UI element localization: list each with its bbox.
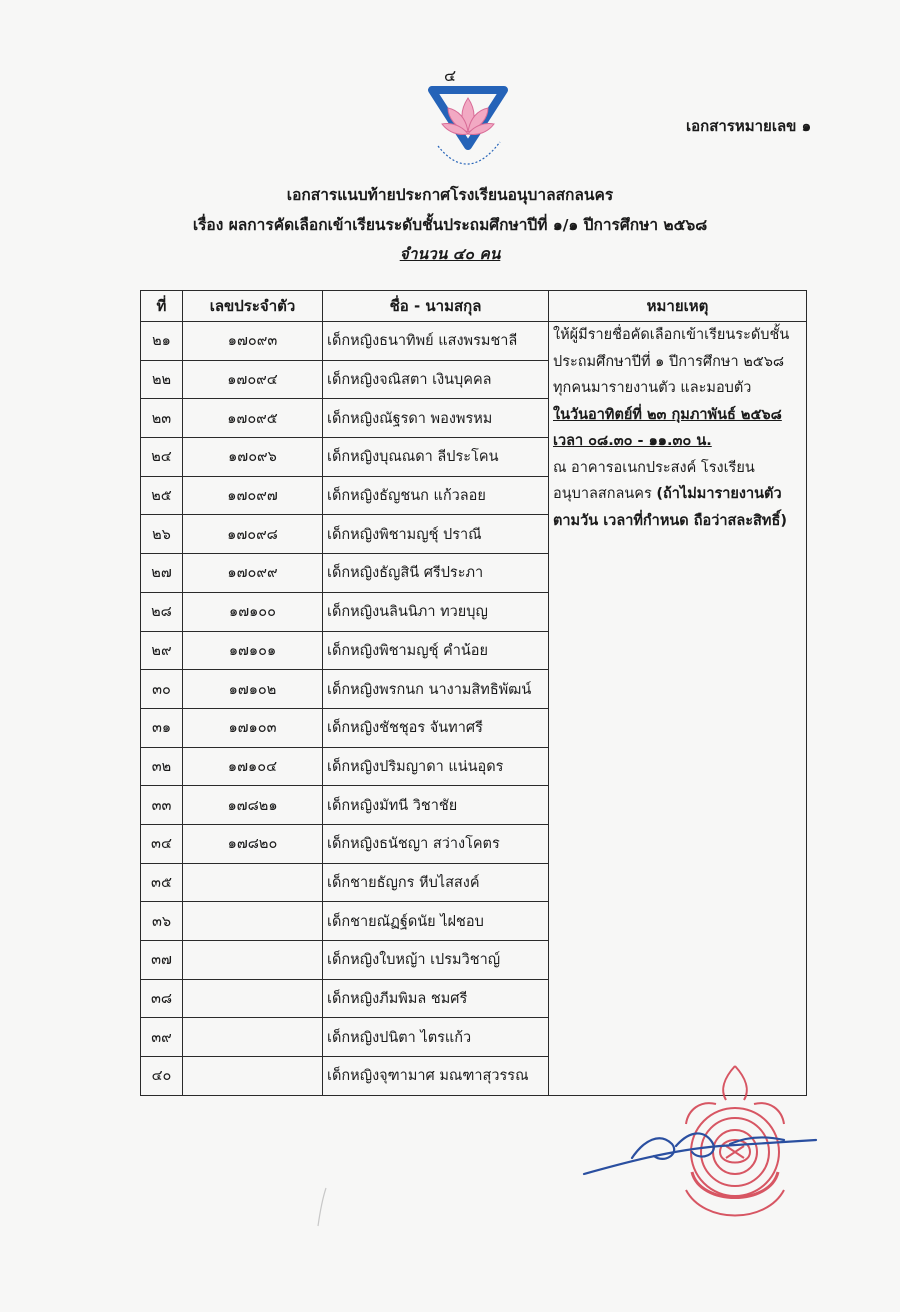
remark-warning: (ถ้าไม่มารายงานตัว: [656, 486, 782, 502]
row-number: ๓๐: [141, 670, 183, 709]
row-number: ๔๐: [141, 1057, 183, 1096]
row-number: ๓๑: [141, 708, 183, 747]
remark-line: ณ อาคารอเนกประสงค์ โรงเรียน: [553, 459, 755, 476]
student-id: [183, 941, 323, 980]
row-number: ๓๕: [141, 863, 183, 902]
student-name: เด็กหญิงมัทนี วิชาชัย: [323, 786, 549, 825]
student-id: ๑๗๑๐๓: [183, 708, 323, 747]
student-id: ๑๗๑๐๑: [183, 631, 323, 670]
student-name: เด็กชายธัญกร หีบไสสงค์: [323, 863, 549, 902]
remark-time: เวลา ๐๘.๓๐ - ๑๑.๓๐ น.: [553, 433, 712, 449]
student-id: [183, 979, 323, 1018]
student-id: ๑๗๐๙๙: [183, 554, 323, 593]
student-id: ๑๗๘๒๐: [183, 824, 323, 863]
remark-line: ทุกคนมารายงานตัว และมอบตัว: [553, 380, 752, 396]
remark-line: [553, 481, 802, 508]
student-id: ๑๗๐๙๗: [183, 476, 323, 515]
student-name: เด็กหญิงพิชามญชุ์ ปราณี: [323, 515, 549, 554]
student-name: เด็กหญิงณัฐรดา พองพรหม: [323, 399, 549, 438]
row-number: ๓๒: [141, 747, 183, 786]
document-number: เอกสารหมายเลข ๑: [686, 117, 812, 135]
column-header-remark: หมายเหตุ: [549, 291, 807, 322]
row-number: ๒๓: [141, 399, 183, 438]
student-name: เด็กหญิงบุณณดา ลีประโคน: [323, 438, 549, 477]
row-number: ๒๘: [141, 592, 183, 631]
student-name: เด็กหญิงชัชชุอร จันทาศรี: [323, 708, 549, 747]
student-name: เด็กหญิงธัญสินี ศรีประภา: [323, 554, 549, 593]
row-number: ๓๓: [141, 786, 183, 825]
column-header-id: เลขประจำตัว: [183, 291, 323, 322]
row-number: ๓๘: [141, 979, 183, 1018]
row-number: ๒๕: [141, 476, 183, 515]
student-name: เด็กหญิงจณิสตา เงินบุคคล: [323, 360, 549, 399]
school-lotus-logo-icon: [420, 84, 516, 180]
student-name: เด็กหญิงนลินนิภา ทวยบุญ: [323, 592, 549, 631]
remark-warning-cont: ตามวัน เวลาที่กำหนด ถือว่าสละสิทธิ์): [553, 512, 787, 529]
row-number: ๒๔: [141, 438, 183, 477]
row-number: ๒๙: [141, 631, 183, 670]
student-name: เด็กหญิงพิชามญชุ์ คำน้อย: [323, 631, 549, 670]
student-id: ๑๗๐๙๕: [183, 399, 323, 438]
student-id: ๑๗๐๙๖: [183, 438, 323, 477]
row-number: ๓๗: [141, 941, 183, 980]
student-name: เด็กหญิงใบหญ้า เปรมวิชาญ์: [323, 941, 549, 980]
header-count: จำนวน ๔๐ คน: [399, 245, 501, 263]
row-number: ๓๔: [141, 824, 183, 863]
remark-line: ให้ผู้มีรายชื่อคัดเลือกเข้าเรียนระดับชั้น: [553, 327, 790, 343]
remark-school: อนุบาลสกลนคร: [553, 486, 657, 502]
student-id: ๑๗๐๙๔: [183, 360, 323, 399]
table-row: [141, 322, 807, 361]
student-name: เด็กหญิงธนัชญา สว่างโคตร: [323, 824, 549, 863]
student-name: เด็กหญิงปนิตา ไตรแก้ว: [323, 1018, 549, 1057]
student-id: [183, 1057, 323, 1096]
student-id: ๑๗๑๐๐: [183, 592, 323, 631]
header-subject: เรื่อง ผลการคัดเลือกเข้าเรียนระดับชั้นประถมศึกษาปีที่ ๑/๑ ปีการศึกษา ๒๕๖๘: [192, 216, 708, 234]
row-number: ๒๒: [141, 360, 183, 399]
student-name: เด็กหญิงพรกนก นางามสิทธิพัฒน์: [323, 670, 549, 709]
student-id: ๑๗๑๐๔: [183, 747, 323, 786]
student-name: เด็กหญิงภีมพิมล ชมศรี: [323, 979, 549, 1018]
pen-mark-icon: [314, 1186, 330, 1230]
remark-line: ประถมศึกษาปีที่ ๑ ปีการศึกษา ๒๕๖๘: [553, 353, 785, 370]
student-id: ๑๗๑๐๒: [183, 670, 323, 709]
student-name: เด็กหญิงจุฑามาศ มณฑาสุวรรณ: [323, 1057, 549, 1096]
student-id: [183, 863, 323, 902]
student-id: [183, 1018, 323, 1057]
header-title: เอกสารแนบท้ายประกาศโรงเรียนอนุบาลสกลนคร: [286, 186, 614, 204]
page-number: ๔: [443, 66, 457, 85]
remark-cell: [549, 322, 807, 1096]
student-name: เด็กหญิงธนาทิพย์ แสงพรมชาลี: [323, 322, 549, 361]
column-header-name: ชื่อ - นามสกุล: [323, 291, 549, 322]
row-number: ๒๗: [141, 554, 183, 593]
document-header: [0, 180, 900, 268]
signature-icon: [580, 1110, 820, 1190]
row-number: ๒๑: [141, 322, 183, 361]
row-number: ๓๖: [141, 902, 183, 941]
student-id: ๑๗๐๙๘: [183, 515, 323, 554]
remark-date: ในวันอาทิตย์ที่ ๒๓ กุมภาพันธ์ ๒๕๖๘: [553, 406, 782, 423]
student-id: [183, 902, 323, 941]
table-header-row: [141, 291, 807, 322]
student-name: เด็กหญิงธัญชนก แก้วลอย: [323, 476, 549, 515]
student-table: [140, 290, 807, 1096]
row-number: ๒๖: [141, 515, 183, 554]
row-number: ๓๙: [141, 1018, 183, 1057]
student-name: เด็กหญิงปริมญาดา แน่นอุดร: [323, 747, 549, 786]
student-id: ๑๗๐๙๓: [183, 322, 323, 361]
column-header-no: ที่: [141, 291, 183, 322]
student-id: ๑๗๘๒๑: [183, 786, 323, 825]
student-name: เด็กชายณัฏฐ์ดนัย ไฝชอบ: [323, 902, 549, 941]
